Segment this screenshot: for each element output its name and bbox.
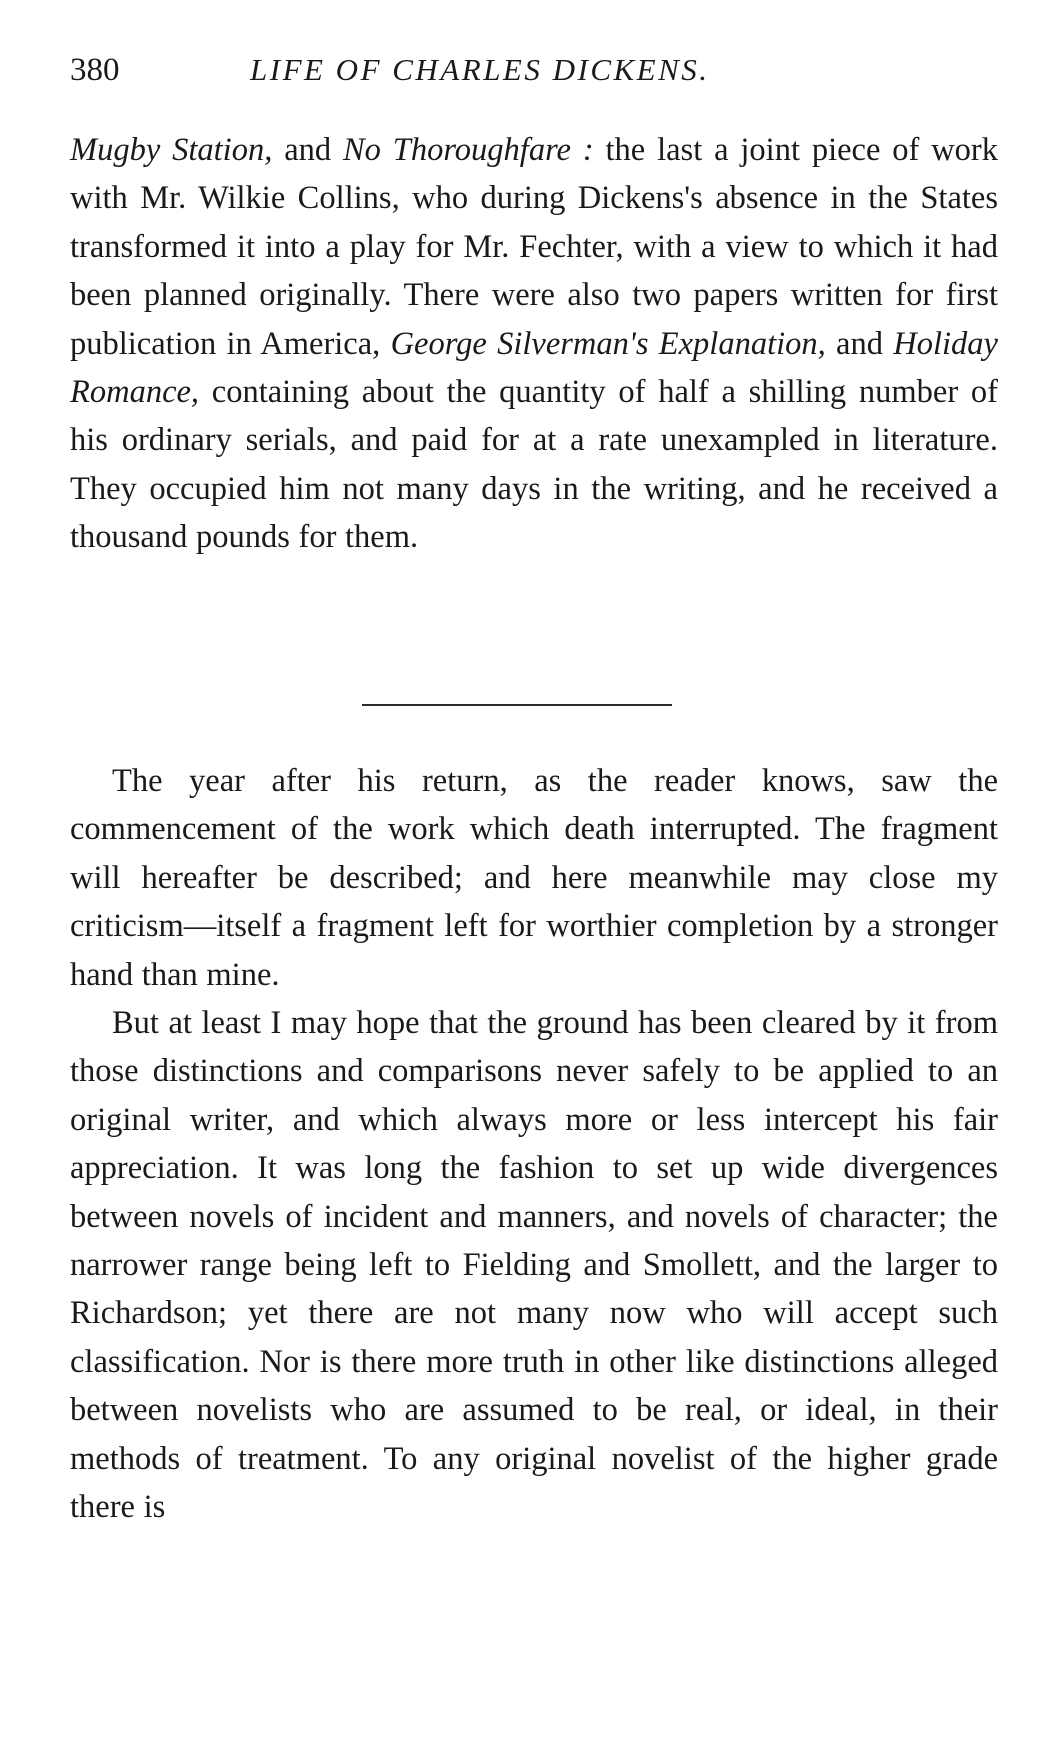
paragraph-text: and	[272, 132, 343, 168]
paragraph-text: the last a joint piece of work with Mr. Wilkie Collins, who during Dickens's absence in the States transformed it into a play for Mr. Fechter, with a view to which it had been planned originally. There were also two papers written for first publication in America,	[70, 132, 998, 362]
work-title: Mugby Station,	[70, 132, 273, 168]
paragraph-continuation	[70, 126, 998, 562]
running-title: LIFE OF CHARLES DICKENS.	[250, 52, 710, 87]
paragraph-text: and	[825, 325, 894, 362]
page-number: 380	[70, 52, 120, 88]
text-block-top	[70, 126, 998, 562]
section-divider	[362, 704, 672, 706]
work-title: Holiday Romance,	[70, 325, 998, 411]
work-title: George Silverman's Explanation,	[390, 325, 826, 362]
paragraph-text: containing about the quantity of half a shilling number of his ordinary serials, and paid for at a rate unexampled in literature. They occupied him not many days in the writing, and he received a thousand pounds for them.	[70, 374, 998, 556]
paragraph-but-at-least: But at least I may hope that the ground has been cleared by it from those distinctions and comparisons never safely to be applied to an original writer, and which always more or less intercept his fair appreciation. It was long the fashion to set up wide divergences between novels of incident and manners, and novels of character; the narrower range being left to Fielding and Smollett, and the larger to Richardson; yet there are not many now who will accept such classification. Nor is there more truth in other like distinctions alleged between novelists who are assumed to be real, or ideal, in their methods of treatment. To any original novelist of the higher grade there is	[70, 1005, 998, 1526]
running-head	[70, 44, 1000, 96]
paragraph-year-after: The year after his return, as the reader knows, saw the commencement of the work which death interrupted. The fragment will hereafter be described; and here meanwhile may close my criticism—itself a fragment left for worthier completion by a stronger hand than mine.	[70, 763, 998, 993]
text-block-bottom	[70, 757, 998, 1532]
work-title: No Thoroughfare :	[343, 132, 594, 168]
